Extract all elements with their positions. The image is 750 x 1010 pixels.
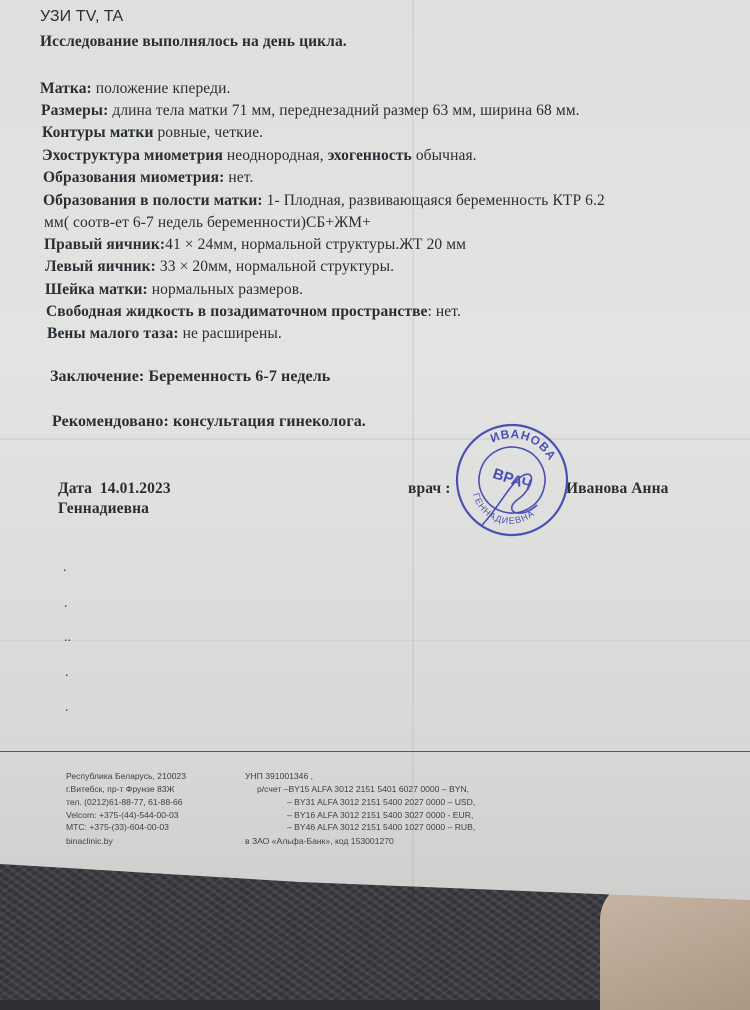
date-label: Дата <box>58 480 92 497</box>
background-object <box>600 880 750 1010</box>
finding-free-fluid <box>46 303 461 321</box>
finding-right-ovary <box>44 236 466 254</box>
finding-text: : нет. <box>427 303 461 320</box>
paper-fold-horizontal-lower <box>0 640 750 641</box>
document-title: УЗИ TV, TA <box>40 8 124 25</box>
date-line <box>58 480 171 498</box>
finding-text: мм( соотв-ет 6-7 недель беременности)СБ+ЖМ+ <box>44 214 371 231</box>
finding-myometrium-structure <box>42 147 477 165</box>
doctor-stamp <box>452 420 572 540</box>
finding-label-2: эхогенность <box>327 147 412 164</box>
finding-label: Размеры: <box>41 102 109 119</box>
finding-text: 33 × 20мм, нормальной структуры. <box>155 258 395 275</box>
finding-text: нормальных размеров. <box>147 281 304 298</box>
footer-address-line: г.Витебск, пр-т Фрунзе 83Ж <box>66 784 175 794</box>
doctor-label: врач : <box>408 480 451 497</box>
footer-address-line: тел. (0212)61-88-77, 61-88-66 <box>66 797 183 807</box>
footer-bank-line: УНП 391001346 , <box>245 771 314 781</box>
finding-text: положение кпереди. <box>91 80 231 97</box>
finding-text: не расширены. <box>178 325 282 342</box>
footer-address-line: Velcom: +375-(44)-544-00-03 <box>66 810 179 820</box>
date-value: 14.01.2023 <box>99 480 171 497</box>
dot-marker: . <box>65 700 69 715</box>
finding-label: Эхоструктура миометрия <box>42 147 223 164</box>
doctor-name-second-line: Геннадиевна <box>58 500 149 517</box>
dot-marker: . <box>63 560 67 575</box>
finding-label: Правый яичник: <box>44 236 166 253</box>
stamp-center-text: ВРАЧ <box>490 465 534 494</box>
finding-cavity-continuation <box>44 214 371 232</box>
paper-fold-horizontal <box>0 438 750 440</box>
finding-label: Контуры матки <box>42 124 154 141</box>
finding-label: Матка: <box>40 80 92 97</box>
finding-label: Шейка матки: <box>45 281 148 298</box>
finding-label: Образования в полости матки: <box>43 192 263 209</box>
finding-text: длина тела матки 71 мм, переднезадний размер 63 мм, ширина 68 мм. <box>108 102 580 119</box>
footer-bank-line: – BY16 ALFA 3012 2151 5400 3027 0000 - EUR, <box>287 810 474 820</box>
finding-label: Свободная жидкость в позадиматочном пространстве <box>46 303 428 320</box>
stamp-top-text: ИВАНОВА <box>488 426 560 463</box>
cycle-day-line: Исследование выполнялось на день цикла. <box>40 33 347 50</box>
finding-pelvic-veins <box>47 325 282 343</box>
dot-marker: . <box>65 665 69 680</box>
dot-marker: . <box>64 596 68 611</box>
finding-text: нет. <box>224 169 254 186</box>
finding-text-2: обычная. <box>411 147 477 164</box>
footer-address-line: Республика Беларусь, 210023 <box>66 771 186 781</box>
dot-marker: .. <box>64 630 71 645</box>
footer-bank-line: р/счет –BY15 ALFA 3012 2151 5401 6027 0000 – BYN, <box>257 784 470 794</box>
finding-myometrium-formations <box>43 169 253 187</box>
finding-sizes <box>41 102 580 120</box>
finding-label: Левый яичник: <box>45 258 156 275</box>
paper-fold-vertical <box>412 0 414 900</box>
finding-cervix <box>45 281 303 299</box>
footer-address-line: МТС: +375-(33)-604-00-03 <box>66 822 169 832</box>
footer-bank-line: – BY46 ALFA 3012 2151 5400 1027 0000 – RUB, <box>287 822 476 832</box>
finding-text: неоднородная, <box>222 147 328 164</box>
conclusion: Заключение: Беременность 6-7 недель <box>50 368 331 385</box>
finding-text: ровные, четкие. <box>153 124 264 141</box>
footer-bank-line: в ЗАО «Альфа-Банк», код 153001270 <box>245 836 394 846</box>
footer-bank-line: – BY31 ALFA 3012 2151 5400 2027 0000 – USD, <box>287 797 476 807</box>
finding-cavity-formations <box>43 192 605 210</box>
finding-text: 1- Плодная, развивающаяся беременность КТР 6.2 <box>262 192 605 209</box>
doctor-name: Иванова Анна <box>566 480 669 497</box>
finding-left-ovary <box>45 258 394 276</box>
finding-label: Вены малого таза: <box>47 325 179 342</box>
recommendation: Рекомендовано: консультация гинеколога. <box>52 413 366 430</box>
footer-divider <box>0 751 750 752</box>
finding-contours <box>42 124 263 142</box>
stamp-bottom-text: ГЕННАДИЕВНА <box>471 491 537 526</box>
finding-uterus <box>40 80 230 98</box>
finding-text: 41 × 24мм, нормальной структуры.ЖТ 20 мм <box>165 236 467 253</box>
finding-label: Образования миометрия: <box>43 169 225 186</box>
footer-website: binaclinic.by <box>66 836 113 846</box>
